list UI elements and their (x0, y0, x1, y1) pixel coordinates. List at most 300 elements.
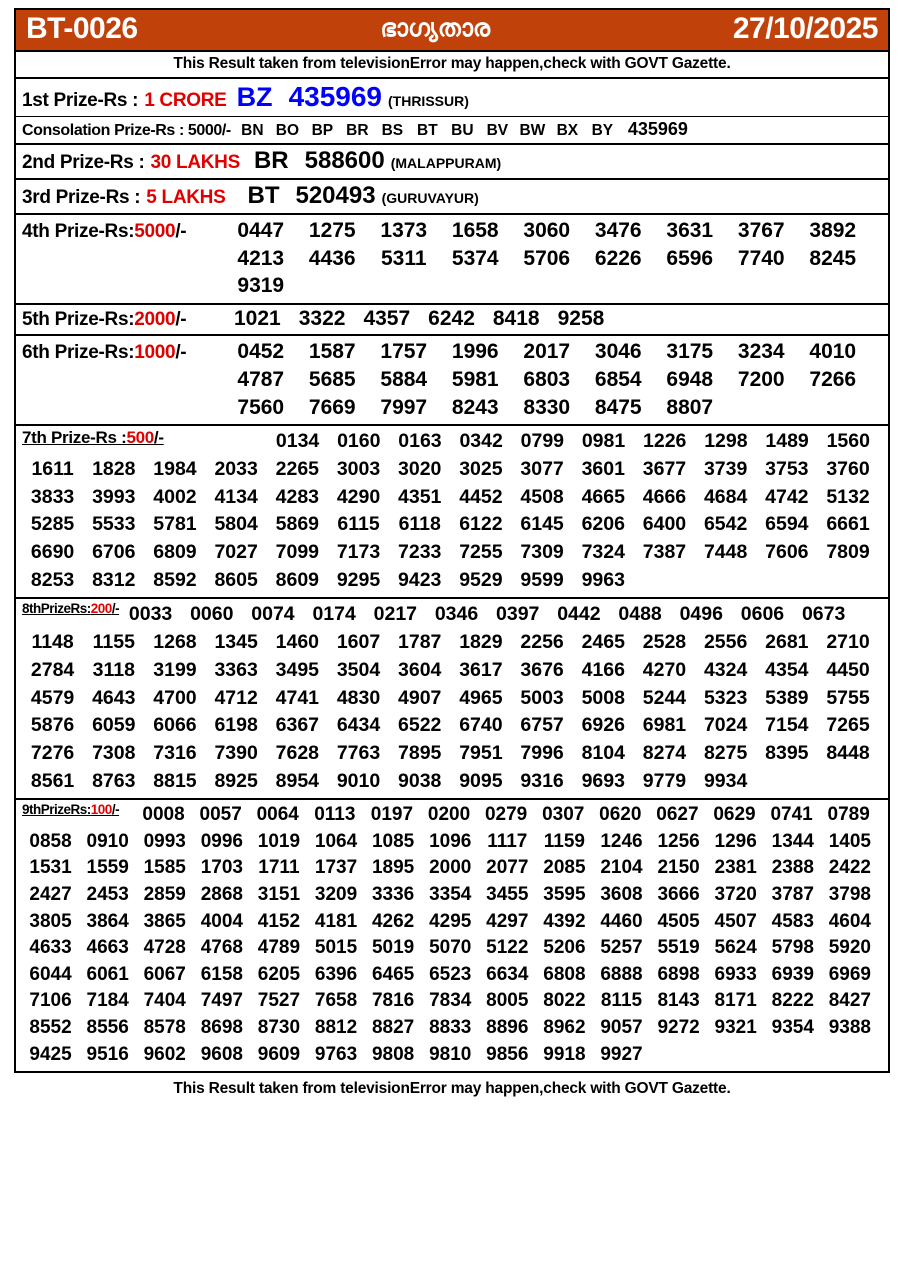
prize-number: 7265 (826, 714, 870, 737)
prize-number: 3677 (642, 458, 687, 480)
prize-number: 3805 (29, 910, 72, 932)
prize-number: 7027 (214, 541, 258, 564)
prize-number: 6706 (92, 541, 136, 564)
prize-number: 6803 (523, 367, 571, 391)
prize-number: 1405 (828, 830, 871, 852)
prize-number: 9423 (398, 568, 442, 591)
prize-number: 6206 (581, 513, 625, 536)
prize-number: 2710 (826, 631, 870, 654)
prize-number: 0200 (427, 804, 471, 826)
prize-number: 6059 (92, 714, 136, 737)
prize-number: 3476 (594, 219, 642, 242)
prize-number: 8605 (214, 568, 258, 591)
prize-number: 0629 (713, 804, 756, 826)
prize-number: 1117 (487, 830, 528, 852)
prize-number: 5869 (275, 513, 320, 536)
prize-number: 5311 (380, 246, 427, 270)
first-prize-row (16, 79, 888, 117)
prize-number: 6242 (428, 307, 475, 331)
prize-number: 1489 (765, 430, 809, 453)
lottery-result-page (0, 8, 904, 1288)
prize-number: 3604 (398, 658, 442, 681)
prize-number: 3060 (523, 219, 571, 242)
prize-number: 3322 (298, 307, 346, 331)
prize-number: 4700 (153, 686, 197, 709)
prize-number: 3118 (92, 658, 135, 681)
prize-number: 8561 (30, 769, 75, 792)
prize-number: 4665 (581, 485, 625, 508)
prize-number: 4181 (314, 910, 358, 932)
prize-number: 9609 (257, 1043, 301, 1065)
prize-number: 4579 (30, 686, 75, 709)
prize-number: 1256 (657, 830, 700, 852)
prize-number: 9602 (143, 1043, 186, 1065)
fifth-prize-label: 5th Prize-Rs: (22, 309, 135, 331)
prize-number: 6226 (594, 246, 642, 270)
prize-number: 8592 (153, 568, 197, 591)
ninth-prize-label: 9thPrizeRs: (22, 802, 91, 818)
seventh-prize-numbers (22, 428, 882, 594)
prize-number: 6969 (828, 963, 871, 985)
prize-number: 1787 (398, 631, 442, 654)
prize-number: 3608 (600, 884, 643, 906)
prize-number: 8171 (714, 990, 757, 1012)
prize-number: 0057 (199, 804, 242, 826)
fourth-prize-label-group (22, 221, 225, 243)
prize-number: 5015 (314, 937, 358, 959)
prize-number: 0113 (314, 804, 356, 826)
prize-number: 1703 (200, 857, 243, 879)
third-prize-series: BT (247, 182, 280, 209)
prize-number: 6808 (543, 963, 586, 985)
prize-number: 3175 (666, 340, 714, 364)
prize-number: 0174 (312, 603, 356, 626)
prize-number: 3760 (826, 458, 870, 480)
prize-number: 6634 (486, 963, 529, 985)
fourth-prize-label: 4th Prize-Rs: (22, 221, 135, 242)
prize-number: 5876 (30, 714, 75, 737)
prize-number: 4452 (459, 485, 503, 508)
prize-number: 7560 (237, 395, 285, 419)
prize-number: 0342 (459, 430, 503, 453)
prize-number: 1268 (153, 631, 197, 654)
prize-number: 9516 (86, 1043, 129, 1065)
prize-number: 0060 (190, 603, 234, 626)
prize-number: 8833 (429, 1017, 472, 1038)
prize-number: 7255 (459, 541, 503, 564)
prize-number: 5070 (429, 937, 472, 959)
prize-number: 5920 (828, 937, 871, 959)
prize-number: 0673 (801, 603, 846, 626)
prize-number: 2085 (543, 857, 586, 879)
consolation-suffix: /- (221, 122, 231, 139)
prize-number: 2556 (703, 631, 748, 654)
prize-number: 7154 (765, 714, 809, 737)
prize-number: 8427 (828, 990, 871, 1012)
prize-number: 2150 (657, 857, 700, 879)
prize-number: 1246 (600, 830, 643, 852)
prize-number: 5981 (451, 367, 499, 391)
prize-number: 7834 (429, 990, 472, 1012)
prize-number: 6198 (214, 714, 258, 737)
prize-number: 9295 (336, 568, 381, 591)
prize-number: 2427 (29, 884, 72, 906)
prize-number: 4295 (429, 910, 472, 932)
prize-number: 0741 (770, 804, 813, 826)
prize-number: 3676 (520, 658, 564, 681)
prize-number: 3666 (657, 884, 700, 906)
prize-number: 4643 (92, 686, 136, 709)
prize-number: 5706 (523, 246, 571, 270)
prize-number: 6594 (765, 513, 809, 536)
eighth-prize-label: 8thPrizeRs: (22, 601, 91, 617)
prize-number: 4830 (336, 686, 381, 709)
prize-number: 3504 (336, 658, 381, 681)
prize-number: 3354 (429, 884, 472, 906)
fifth-prize-row (16, 305, 888, 336)
fourth-prize-numbers (225, 217, 882, 300)
prize-number: 1155 (92, 631, 135, 654)
seventh-prize-label: 7th Prize-Rs : (22, 428, 127, 448)
prize-number: 5257 (600, 937, 643, 959)
first-prize-number: 435969 (288, 81, 382, 112)
prize-number: 8763 (92, 769, 136, 792)
draw-date: 27/10/2025 (732, 12, 878, 45)
prize-number: 0008 (142, 804, 185, 826)
prize-number: 4508 (520, 485, 564, 508)
prize-number: 7628 (275, 741, 320, 764)
prize-number: 8245 (809, 246, 857, 270)
prize-number: 8312 (92, 568, 136, 591)
prize-number: 2000 (429, 857, 472, 879)
prize-number: 8143 (657, 990, 700, 1012)
prize-number: 0993 (143, 830, 186, 852)
sixth-prize-amount: 1000 (134, 342, 176, 364)
prize-number: 0307 (542, 804, 585, 826)
prize-number: 5884 (380, 367, 428, 391)
prize-number: 5206 (543, 937, 586, 959)
prize-number: 9354 (771, 1017, 814, 1038)
eighth-prize-amount: 200 (90, 601, 112, 617)
prize-number: 7099 (275, 541, 320, 564)
prize-number: 8962 (543, 1017, 586, 1038)
prize-number: 1607 (336, 631, 381, 654)
prize-number: 2017 (523, 340, 571, 364)
prize-number: 8330 (523, 395, 571, 419)
second-prize-series: BR (253, 147, 289, 174)
ninth-prize-numbers (22, 802, 882, 1068)
prize-number: 5519 (657, 937, 700, 959)
prize-number: 9057 (600, 1017, 643, 1038)
prize-number: 0217 (373, 603, 418, 626)
prize-number: 4789 (257, 937, 301, 959)
eighth-prize-label-group (22, 601, 120, 629)
prize-number: 5008 (581, 686, 625, 709)
prize-number: 0134 (275, 430, 320, 453)
third-prize-number: 520493 (295, 182, 376, 209)
prize-number: 1611 (31, 458, 74, 480)
third-prize-amount: 5 LAKHS (146, 187, 226, 208)
ninth-prize-row (16, 800, 888, 1071)
prize-number: 6465 (371, 963, 415, 985)
prize-number: 6523 (429, 963, 472, 985)
prize-number: 0858 (29, 830, 72, 852)
prize-number: 9856 (486, 1043, 529, 1065)
prize-number: 9808 (371, 1043, 415, 1065)
prize-number: 6396 (314, 963, 358, 985)
prize-number: 4436 (308, 246, 356, 270)
prize-number: 7276 (30, 741, 75, 764)
prize-number: 6066 (153, 714, 197, 737)
prize-number: 6400 (642, 513, 687, 536)
consolation-series-item: BS (381, 122, 404, 139)
prize-number: 4505 (657, 910, 700, 932)
prize-number: 4965 (459, 686, 503, 709)
prize-number: 8243 (451, 395, 499, 419)
prize-number: 1019 (257, 830, 301, 852)
prize-number: 4152 (257, 910, 301, 932)
sixth-prize-numbers (225, 338, 882, 421)
prize-number: 1460 (275, 631, 320, 654)
prize-number: 8812 (314, 1017, 358, 1038)
prize-number: 7763 (336, 741, 381, 764)
prize-number: 1064 (314, 830, 358, 852)
prize-number: 8274 (642, 741, 687, 764)
prize-number: 3336 (371, 884, 415, 906)
result-sheet (14, 8, 890, 1073)
prize-number: 1085 (371, 830, 415, 852)
first-prize-label: 1st Prize-Rs : (22, 90, 139, 111)
prize-number: 9321 (714, 1017, 757, 1038)
second-prize-number: 588600 (304, 147, 385, 174)
prize-number: 3601 (581, 458, 625, 480)
prize-number: 6205 (257, 963, 301, 985)
second-prize-amount: 30 LAKHS (150, 152, 240, 173)
prize-number: 7024 (703, 714, 748, 737)
seventh-prize-amount: 500 (126, 428, 154, 448)
prize-number: 4742 (765, 485, 809, 508)
prize-number: 1984 (153, 458, 197, 480)
prize-number: 5003 (520, 686, 564, 709)
prize-number: 4351 (398, 485, 442, 508)
prize-number: 3798 (828, 884, 871, 906)
prize-number: 9934 (703, 769, 748, 792)
prize-number: 3753 (765, 458, 809, 480)
seventh-prize-row (16, 426, 888, 599)
prize-number: 4507 (714, 910, 757, 932)
prize-number: 0346 (434, 603, 479, 626)
prize-number: 0606 (740, 603, 785, 626)
fifth-prize-amount: 2000 (134, 309, 176, 331)
prize-number: 3495 (275, 658, 320, 681)
prize-number: 3739 (703, 458, 748, 480)
prize-number: 9529 (459, 568, 503, 591)
prize-number: 9599 (520, 568, 564, 591)
prize-number: 2453 (86, 884, 129, 906)
prize-number: 9038 (398, 769, 442, 792)
prize-number: 0496 (679, 603, 723, 626)
prize-number: 3631 (666, 219, 714, 242)
prize-number: 0163 (398, 430, 442, 453)
consolation-series-item: BP (311, 122, 334, 139)
prize-number: 5285 (30, 513, 75, 536)
eighth-prize-row (16, 599, 888, 800)
consolation-series-item: BT (417, 122, 438, 139)
prize-number: 0996 (200, 830, 243, 852)
prize-number: 9927 (600, 1043, 643, 1065)
prize-number: 0981 (581, 430, 626, 453)
prize-number: 3892 (809, 219, 857, 242)
prize-number: 9095 (459, 769, 503, 792)
prize-number: 0074 (251, 603, 295, 626)
prize-number: 3363 (214, 658, 258, 681)
prize-number: 9810 (429, 1043, 472, 1065)
prize-number: 8698 (200, 1017, 243, 1038)
prize-number: 4663 (86, 937, 129, 959)
prize-number: 7816 (371, 990, 415, 1012)
prize-number: 6690 (30, 541, 75, 564)
prize-number: 9258 (557, 307, 605, 331)
prize-number: 2859 (143, 884, 186, 906)
prize-number: 0910 (86, 830, 129, 852)
fifth-prize-suffix: /- (175, 309, 187, 331)
prize-number: 6434 (336, 714, 381, 737)
prize-number: 7309 (520, 541, 564, 564)
first-prize-place: (THRISSUR) (388, 93, 469, 109)
prize-number: 2381 (714, 857, 757, 879)
eighth-prize-numbers (22, 601, 882, 795)
prize-number: 8609 (275, 568, 320, 591)
prize-number: 7996 (520, 741, 564, 764)
prize-number: 0442 (557, 603, 601, 626)
prize-number: 8448 (826, 741, 870, 764)
prize-number: 7497 (200, 990, 243, 1012)
prize-number: 1587 (308, 340, 356, 364)
prize-number: 7173 (336, 541, 381, 564)
prize-number: 9963 (581, 568, 625, 591)
prize-number: 4450 (826, 658, 870, 681)
prize-number: 3003 (336, 458, 381, 480)
prize-number: 6809 (153, 541, 197, 564)
prize-number: 5685 (308, 367, 356, 391)
consolation-label: Consolation Prize-Rs : (22, 122, 184, 139)
prize-number: 7404 (143, 990, 186, 1012)
prize-number: 2784 (30, 658, 75, 681)
prize-number: 4290 (336, 485, 381, 508)
prize-number: 9316 (520, 769, 564, 792)
prize-number: 4354 (765, 658, 809, 681)
prize-number: 6145 (520, 513, 564, 536)
prize-number: 4460 (600, 910, 643, 932)
prize-number: 5755 (826, 686, 870, 709)
fourth-prize-amount: 5000 (134, 221, 176, 242)
prize-number: 6115 (337, 513, 380, 536)
prize-number: 7527 (257, 990, 301, 1012)
prize-number: 1373 (380, 219, 428, 242)
prize-number: 4741 (275, 686, 320, 709)
prize-number: 1585 (143, 857, 186, 879)
prize-number: 1828 (92, 458, 136, 480)
prize-number: 4633 (29, 937, 72, 959)
prize-number: 7740 (737, 246, 785, 270)
ninth-prize-label-group (22, 802, 135, 829)
notice-bottom: This Result taken from televisionError may happen,check with GOVT Gazette. (173, 1080, 731, 1098)
prize-number: 4604 (828, 910, 871, 932)
consolation-series-item: BR (346, 122, 369, 139)
prize-number: 4270 (642, 658, 687, 681)
fifth-prize-label-group (22, 309, 225, 331)
consolation-prize-row (16, 117, 888, 145)
prize-number: 7895 (398, 741, 442, 764)
prize-number: 9319 (237, 274, 285, 298)
prize-number: 4684 (703, 485, 748, 508)
consolation-series-item: BW (519, 122, 546, 139)
prize-number: 6118 (398, 513, 441, 536)
prize-number: 5804 (214, 513, 258, 536)
prize-number: 8275 (703, 741, 748, 764)
prize-number: 6158 (200, 963, 243, 985)
prize-number: 1345 (214, 631, 258, 654)
prize-number: 7266 (809, 367, 857, 391)
prize-number: 7951 (459, 741, 503, 764)
prize-number: 2033 (214, 458, 258, 480)
prize-number: 9693 (581, 769, 625, 792)
prize-number: 4262 (371, 910, 415, 932)
prize-number: 0064 (256, 804, 299, 826)
prize-number: 2104 (600, 857, 643, 879)
prize-number: 8552 (29, 1017, 72, 1038)
prize-number: 4768 (200, 937, 243, 959)
prize-number: 3077 (520, 458, 564, 480)
prize-number: 3617 (459, 658, 503, 681)
prize-number: 8395 (765, 741, 809, 764)
prize-number: 3993 (92, 485, 136, 508)
prize-number: 6061 (86, 963, 129, 985)
prize-number: 4787 (237, 367, 285, 391)
prize-number: 1275 (308, 219, 356, 242)
prize-number: 9763 (314, 1043, 358, 1065)
prize-number: 4010 (809, 340, 857, 364)
prize-number: 1296 (714, 830, 757, 852)
prize-number: 5781 (153, 513, 197, 536)
prize-number: 3833 (30, 485, 75, 508)
prize-number: 2422 (828, 857, 871, 879)
prize-number: 6939 (771, 963, 814, 985)
ninth-prize-amount: 100 (90, 802, 112, 818)
prize-number: 5533 (92, 513, 136, 536)
prize-number: 3595 (543, 884, 586, 906)
prize-number: 7233 (398, 541, 442, 564)
prize-number: 1996 (451, 340, 499, 364)
prize-number: 0397 (496, 603, 540, 626)
prize-number: 2256 (520, 631, 564, 654)
prize-number: 5323 (703, 686, 748, 709)
prize-number: 8222 (771, 990, 814, 1012)
prize-number: 4357 (363, 307, 411, 331)
prize-number: 9608 (200, 1043, 243, 1065)
prize-number: 8925 (214, 769, 258, 792)
ninth-prize-suffix: /- (111, 802, 120, 818)
prize-number: 8807 (666, 395, 714, 419)
prize-number: 8475 (594, 395, 642, 419)
consolation-series-item: BX (556, 122, 579, 139)
sixth-prize-label: 6th Prize-Rs: (22, 342, 135, 364)
prize-number: 4712 (214, 686, 258, 709)
lottery-name-malayalam: ഭാഗ്യതാര (380, 15, 491, 42)
prize-number: 4213 (237, 246, 285, 270)
prize-number: 6596 (666, 246, 714, 270)
fourth-prize-row (16, 215, 888, 305)
